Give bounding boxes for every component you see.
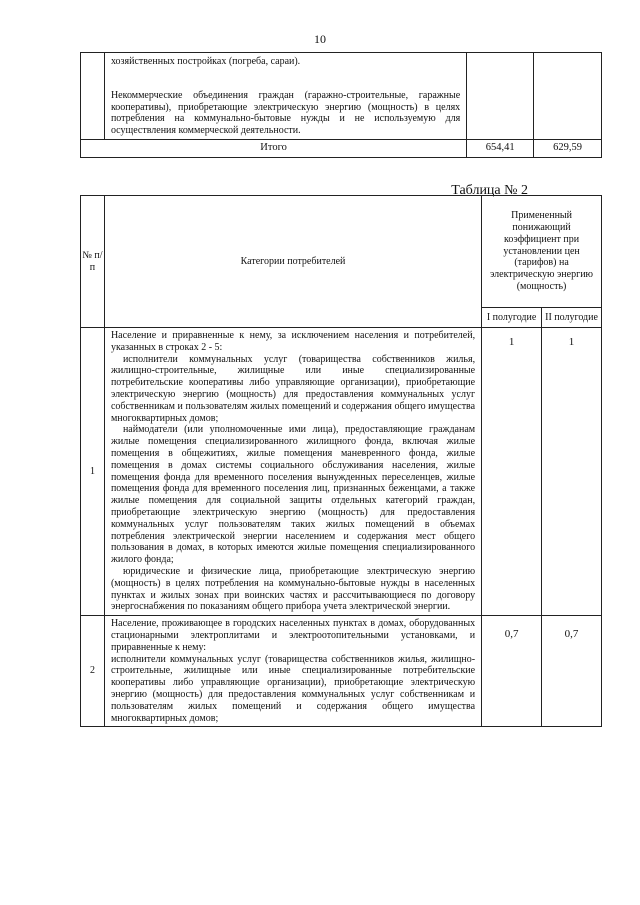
row-text-1: хозяйственных постройках (погреба, сараи). [110, 56, 301, 67]
table-2-caption: Таблица № 2 [451, 183, 528, 198]
row-text-2: Некоммерческие объединения граждан (гаражно-строительные, гаражные кооперативы), приобретающие электрическую энергию (мощность) в целях потребления на коммунально-бытовые нужды и не используемую для осуществления коммерческой деятельности. [110, 89, 461, 137]
table-cell [467, 53, 534, 140]
paragraph: юридические и физические лица, приобретающие электрическую энергию (мощность) в целях потребления на коммунально-бытовые нужды в населенных пунктах и жилых зонах при воинских частях и рассчитывающиеся по договору энергоснабжения по показаниям общего прибора учета электрической энергии. [110, 565, 476, 613]
row-coef-1: 0,7 [482, 616, 542, 727]
table-cell [534, 53, 602, 140]
total-label: Итого [81, 139, 467, 157]
paragraph: Население и приравненные к нему, за исключением населения и потребителей, указанных в строках 2 - 5: [110, 330, 476, 353]
table-row-total [81, 139, 602, 157]
paragraph: исполнители коммунальных услуг (товарищества собственников жилья, жилищно-строительные, жилищные или иные специализированные потребительские кооперативы либо управляющие организации), приобретающие электрическую энергию (мощность) для предоставления коммунальных услуг собственникам и пользователям жилых помещений и содержания общего имущества многоквартирных домов; [110, 353, 476, 424]
table-row [81, 53, 602, 140]
row-coef-2: 1 [542, 328, 602, 616]
paragraph: исполнители коммунальных услуг (товарищества собственников жилья, жилищно-строительные, жилищные или иные специализированные потребительские кооперативы либо управляющие организации), приобретающие электрическую энергию (мощность) для предоставления коммунальных услуг собственникам и пользователям жилых помещений и содержания общего имущества многоквартирных домов; [110, 653, 476, 724]
header-row [81, 196, 602, 308]
paragraph: Население, проживающее в городских населенных пунктах в домах, оборудованных стационарными электроплитами и электроотопительными установками, и приравненные к нему: [110, 618, 476, 653]
table-row [81, 328, 602, 616]
row-category [104, 616, 481, 727]
row-coef-2: 0,7 [542, 616, 602, 727]
paragraph: наймодатели (или уполномоченные ими лица), предоставляющие гражданам жилые помещения специализированного жилищного фонда, включая жилые помещения в общежитиях, жилые помещения маневренного фонда, жилые помещения в домах системы социального обслуживания населения, жилые помещения фонда для временного поселения вынужденных переселенцев, жилые помещения фонда для временного поселения лиц, признанных беженцами, а также жилые помещения для социальной защиты отдельных категорий граждан, приобретающие электрическую энергию (мощность) для предоставления коммунальных услуг пользователям таких жилых помещений в объемах потребления электрической энергии населением и содержания мест общего пользования в домах, в которых имеются жилые помещения специализированного жилого фонда; [110, 424, 476, 566]
table-1 [80, 52, 602, 158]
table-cell [81, 53, 105, 140]
header-num: № п/п [81, 196, 105, 328]
total-value-2: 629,59 [534, 139, 602, 157]
row-num: 2 [81, 616, 105, 727]
row-num: 1 [81, 328, 105, 616]
table-2 [80, 195, 602, 727]
header-half-2: II полугодие [542, 308, 602, 328]
row-category [104, 328, 481, 616]
table-row [81, 616, 602, 727]
table-cell [104, 53, 466, 140]
header-coefficient: Примененный понижающий коэффициент при установлении цен (тарифов) на электрическую энергию (мощность) [482, 196, 602, 308]
row-coef-1: 1 [482, 328, 542, 616]
header-half-1: I полугодие [482, 308, 542, 328]
page-number: 10 [314, 32, 326, 46]
header-category: Категории потребителей [104, 196, 481, 328]
total-value-1: 654,41 [467, 139, 534, 157]
